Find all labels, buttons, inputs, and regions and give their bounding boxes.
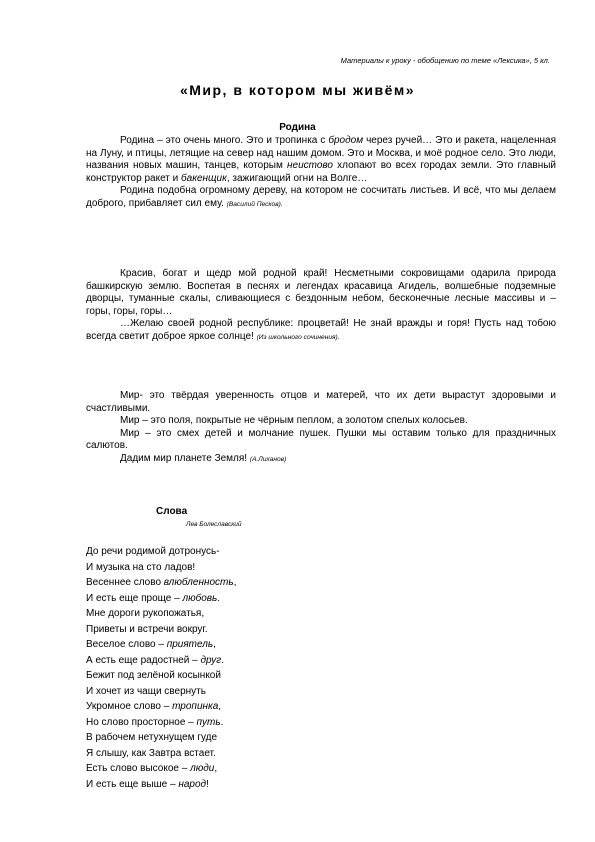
paragraph: Дадим мир планете Земля! (А.Лиханов) <box>120 452 287 464</box>
poem-line: Есть слово высокое – люди, <box>86 763 218 774</box>
poem-line: Бежит под зелёной косынкой <box>86 670 221 681</box>
poem-line: Приветы и встречи вокруг. <box>86 623 208 635</box>
paragraph: Мир- это твёрдая уверенность отцов и матерей, что их дети вырастут здоровыми и счастливыми. <box>86 390 556 414</box>
paragraph: Мир – это поля, покрытые не чёрным пеплом, а золотом спелых колосьев. <box>120 415 468 427</box>
source-note: (А.Лиханов) <box>249 455 287 463</box>
header-note: Материалы к уроку - обобщению по теме «Лексика», 5 кл. <box>340 56 550 65</box>
poem-line: Я слышу, как Завтра встает. <box>86 747 216 759</box>
paragraph: …Желаю своей родной республике: процветай! Не знай вражды и горя! Пусть над тобою всегда светит доброе яркое солнце! (Из школьного сочинения). <box>86 318 556 342</box>
poem-line: Веселое слово – приятель, <box>86 639 216 650</box>
section-krai <box>86 268 556 345</box>
paragraph: Родина подобна огромному дереву, на котором не сосчитать листьев. И всё, что мы делаем доброго, прибавляет сил ему. (Василий Песков). <box>86 185 556 209</box>
section-rodina <box>86 135 556 212</box>
poem-line: В рабочем нетухнущем гуде <box>86 732 218 743</box>
section-heading-rodina: Родина <box>279 122 316 133</box>
poem-body <box>86 544 236 792</box>
poem-line: Но слово просторное – путь. <box>86 716 224 728</box>
source-note: (Василий Песков). <box>226 200 283 208</box>
source-note: (Из школьного сочинения). <box>256 333 340 341</box>
poem-line: До речи родимой дотронусь- <box>86 546 220 557</box>
poem-line: И есть еще выше – народ! <box>86 778 209 790</box>
paragraph: Родина – это очень много. Это и тропинка с бродом через ручей… Это и ракета, нацеленная на Луну, и птицы, летящие на север над нашим домом. Это и Москва, и моё родное село. Это люди, названия новых машин, танцев, которым неистово хлопают во всех городах земли. Это главный конструктор ракет и бакенщик, зажигающий огни на Волге… <box>86 135 556 184</box>
paragraph: Красив, богат и щедр мой родной край! Несметными сокровищами одарила природа башкирскую землю. Воспетая в песнях и легендах красавица Агидель, волшебные подземные дворцы, туманные скалы, сливающиеся с бездонным небом, бесконечные лесные массивы и – горы, горы, горы… <box>86 268 556 317</box>
page-title: «Мир, в котором мы живём» <box>179 82 416 98</box>
section-mir <box>86 390 556 467</box>
poem-line: И музыка на сто ладов! <box>86 561 196 573</box>
poem-line: А есть еще радостней – друг. <box>86 654 224 666</box>
poem-author: Лев Болеславский <box>186 521 242 528</box>
poem-line: Весеннее слово влюбленность, <box>86 577 237 588</box>
poem-title: Слова <box>156 506 188 517</box>
paragraph: Мир – это смех детей и молчание пушек. Пушки мы оставим только для праздничных салютов. <box>86 427 556 452</box>
poem-line: Укромное слово – тропинка, <box>86 701 222 712</box>
poem-line: И хочет из чащи свернуть <box>86 685 206 697</box>
poem-line: Мне дороги рукопожатья, <box>86 608 205 619</box>
poem-line: И есть еще проще – любовь. <box>86 592 221 604</box>
